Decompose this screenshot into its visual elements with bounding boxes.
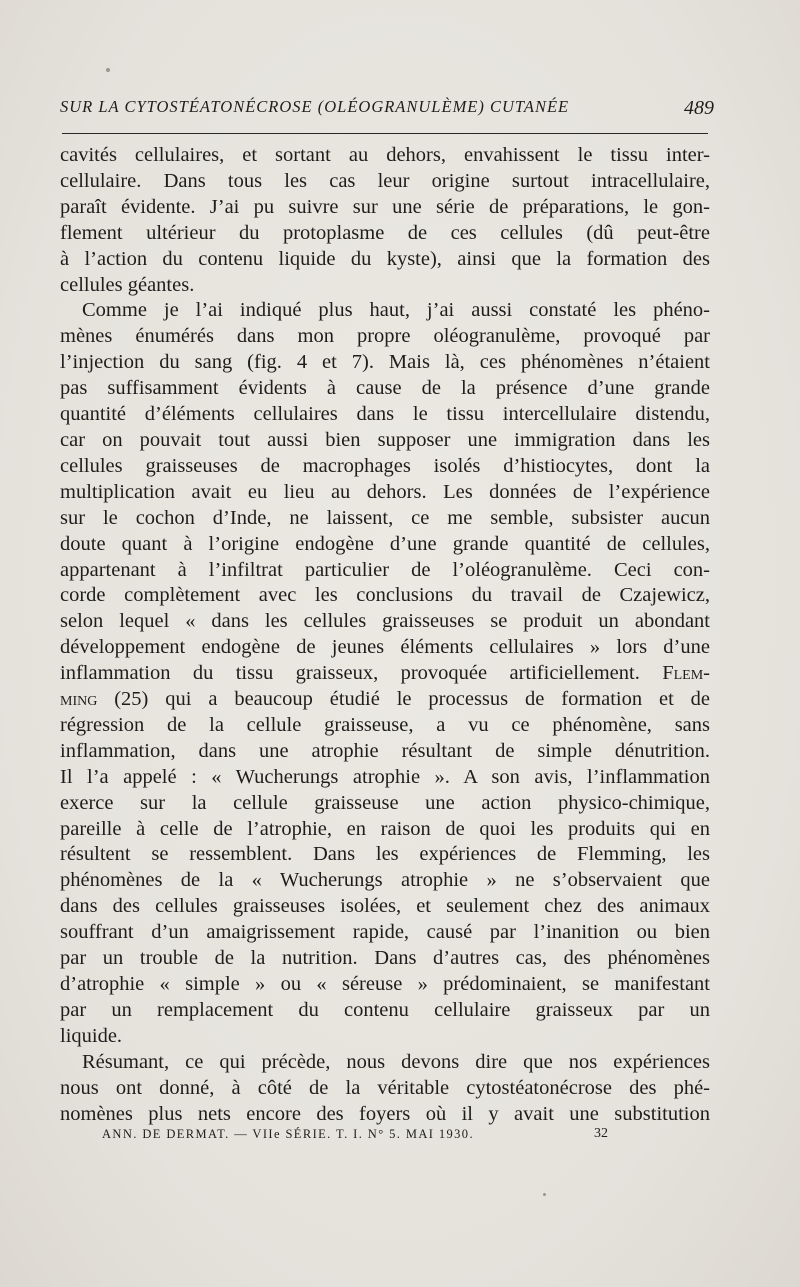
text-line: selon lequel « dans les cellules graisseuses se produit un abondant bbox=[60, 610, 710, 633]
text-line bbox=[60, 687, 710, 713]
paragraph-3 bbox=[60, 1050, 710, 1128]
text-line: car on pouvait tout aussi bien supposer une immigration dans les bbox=[60, 428, 710, 451]
author-name: Flem- bbox=[662, 662, 710, 685]
text-line: sur le cochon d’Inde, ne laissent, ce me semble, subsister aucun bbox=[60, 506, 710, 529]
text-line: développement endogène de jeunes éléments cellulaires » lors d’une bbox=[60, 636, 710, 659]
journal-citation: ANN. DE DERMAT. — VIIe SÉRIE. T. I. N° 5. MAI 1930. bbox=[102, 1127, 474, 1141]
text-line: nomènes plus nets encore des foyers où il y avait une substitution bbox=[60, 1102, 710, 1125]
text-line: cellules géantes. bbox=[60, 273, 195, 296]
text-line: nous ont donné, à côté de la véritable cytostéatonécrose des phé- bbox=[60, 1076, 710, 1099]
text-line: flement ultérieur du protoplasme de ces cellules (dû peut-être bbox=[60, 221, 710, 244]
text-line: mènes énumérés dans mon propre oléogranulème, provoqué par bbox=[60, 325, 710, 348]
text-line: doute quant à l’origine endogène d’une grande quantité de cellules, bbox=[60, 532, 710, 555]
line-text: inflammation du tissu graisseux, provoquée artificiellement. bbox=[60, 662, 663, 685]
text-line: paraît évidente. J’ai pu suivre sur une série de préparations, le gon- bbox=[60, 195, 710, 218]
signature-mark: 32 bbox=[594, 1126, 608, 1141]
text-line: Il l’a appelé : « Wucherungs atrophie ». A son avis, l’inflammation bbox=[60, 765, 710, 788]
text-line: par un remplacement du contenu cellulaire graisseux par un bbox=[60, 998, 710, 1021]
text-line: phénomènes de la « Wucherungs atrophie » ne s’observaient que bbox=[60, 869, 710, 892]
paper-speck bbox=[106, 68, 110, 72]
author-name: ming bbox=[60, 688, 98, 711]
text-line: à l’action du contenu liquide du kyste), ainsi que la formation des bbox=[60, 247, 710, 270]
text-line: quantité d’éléments cellulaires dans le tissu intercellulaire distendu, bbox=[60, 403, 710, 426]
text-line: Résumant, ce qui précède, nous devons dire que nos expériences bbox=[82, 1050, 710, 1073]
running-title: SUR LA CYTOSTÉATONÉCROSE (OLÉOGRANULÈME) CUTANÉE bbox=[60, 97, 570, 116]
text-line: régression de la cellule graisseuse, a vu ce phénomène, sans bbox=[60, 713, 710, 736]
text-line: cellulaire. Dans tous les cas leur origine surtout intracellulaire, bbox=[60, 169, 710, 192]
text-line: dans des cellules graisseuses isolées, et seulement chez des animaux bbox=[60, 895, 710, 918]
text-line: l’injection du sang (fig. 4 et 7). Mais là, ces phénomènes n’étaient bbox=[60, 351, 710, 374]
text-line: résultent se ressemblent. Dans les expériences de Flemming, les bbox=[60, 843, 710, 866]
text-line: cavités cellulaires, et sortant au dehors, envahissent le tissu inter- bbox=[60, 144, 710, 166]
text-line: cellules graisseuses de macrophages isolés d’histiocytes, dont la bbox=[60, 454, 710, 477]
text-line: multiplication avait eu lieu au dehors. Les données de l’expérience bbox=[60, 480, 710, 503]
paragraph-2 bbox=[60, 298, 710, 1049]
body-text bbox=[60, 143, 710, 1127]
text-line: pas suffisamment évidents à cause de la présence d’une grande bbox=[60, 377, 710, 400]
running-header bbox=[60, 97, 714, 127]
text-line: liquide. bbox=[60, 1024, 123, 1047]
text-line: corde complètement avec les conclusions du travail de Czajewicz, bbox=[60, 584, 710, 607]
page-number: 489 bbox=[684, 97, 714, 119]
text-line: souffrant d’un amaigrissement rapide, causé par l’inanition ou bien bbox=[60, 921, 710, 944]
header-rule bbox=[62, 133, 708, 134]
text-line: appartenant à l’infiltrat particulier de l’oléogranulème. Ceci con- bbox=[60, 558, 710, 581]
paper-speck bbox=[543, 1193, 546, 1196]
text-line: exerce sur la cellule graisseuse une action physico-chimique, bbox=[60, 791, 710, 814]
text-line: par un trouble de la nutrition. Dans d’autres cas, des phénomènes bbox=[60, 947, 710, 970]
text-line bbox=[60, 661, 710, 687]
text-line: inflammation, dans une atrophie résultant de simple dénutrition. bbox=[60, 739, 710, 762]
text-line: pareille à celle de l’atrophie, en raison de quoi les produits qui en bbox=[60, 817, 710, 840]
paragraph-1 bbox=[60, 143, 710, 298]
line-text: (25) qui a beaucoup étudié le processus de formation et de bbox=[97, 688, 710, 711]
text-line: d’atrophie « simple » ou « séreuse » prédominaient, se manifestant bbox=[60, 973, 710, 995]
text-line: Comme je l’ai indiqué plus haut, j’ai aussi constaté les phéno- bbox=[82, 299, 710, 322]
